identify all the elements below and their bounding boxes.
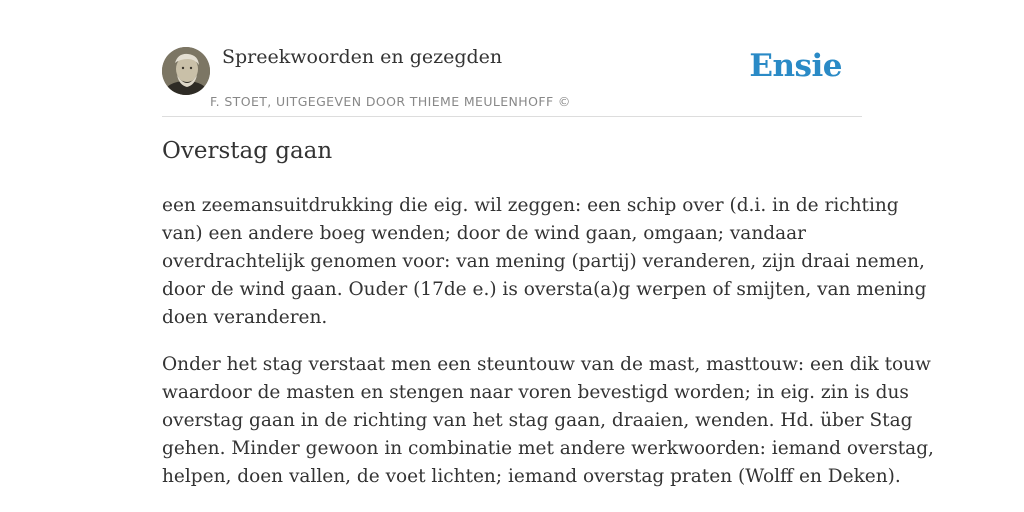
source-title[interactable]: Spreekwoorden en gezegden: [222, 46, 503, 68]
text-line: gehen. Minder gewoon in combinatie met andere werkwoorden: iemand overstag,: [162, 438, 934, 459]
source-credit: F. STOET, UITGEGEVEN DOOR THIEME MEULENHOFF ©: [210, 94, 571, 109]
entry-title: Overstag gaan: [162, 138, 333, 164]
entry-paragraph: [162, 351, 934, 491]
text-line: een zeemansuitdrukking die eig. wil zeggen: een schip over (d.i. in de richting: [162, 195, 899, 216]
text-line: waardoor de masten en stengen naar voren bevestigd worden; in eig. zin is dus: [162, 382, 909, 403]
author-portrait-icon: [162, 47, 210, 95]
ensie-logo[interactable]: Ensie: [749, 48, 842, 84]
text-line: doen veranderen.: [162, 307, 328, 328]
author-avatar[interactable]: [162, 47, 210, 95]
text-line: overstag gaan in de richting van het stag gaan, draaien, wenden. Hd. über Stag: [162, 410, 913, 431]
text-line: overdrachtelijk genomen voor: van mening (partij) veranderen, zijn draai nemen,: [162, 251, 925, 272]
source-header: [162, 44, 862, 117]
text-line: helpen, doen vallen, de voet lichten; iemand overstag praten (Wolff en Deken).: [162, 466, 901, 487]
text-line: door de wind gaan. Ouder (17de e.) is oversta(a)g werpen of smijten, van mening: [162, 279, 927, 300]
entry-paragraph: [162, 192, 927, 332]
text-line: van) een andere boeg wenden; door de wind gaan, omgaan; vandaar: [162, 223, 806, 244]
entry-body: [162, 192, 934, 510]
text-line: Onder het stag verstaat men een steuntouw van de mast, masttouw: een dik touw: [162, 354, 931, 375]
